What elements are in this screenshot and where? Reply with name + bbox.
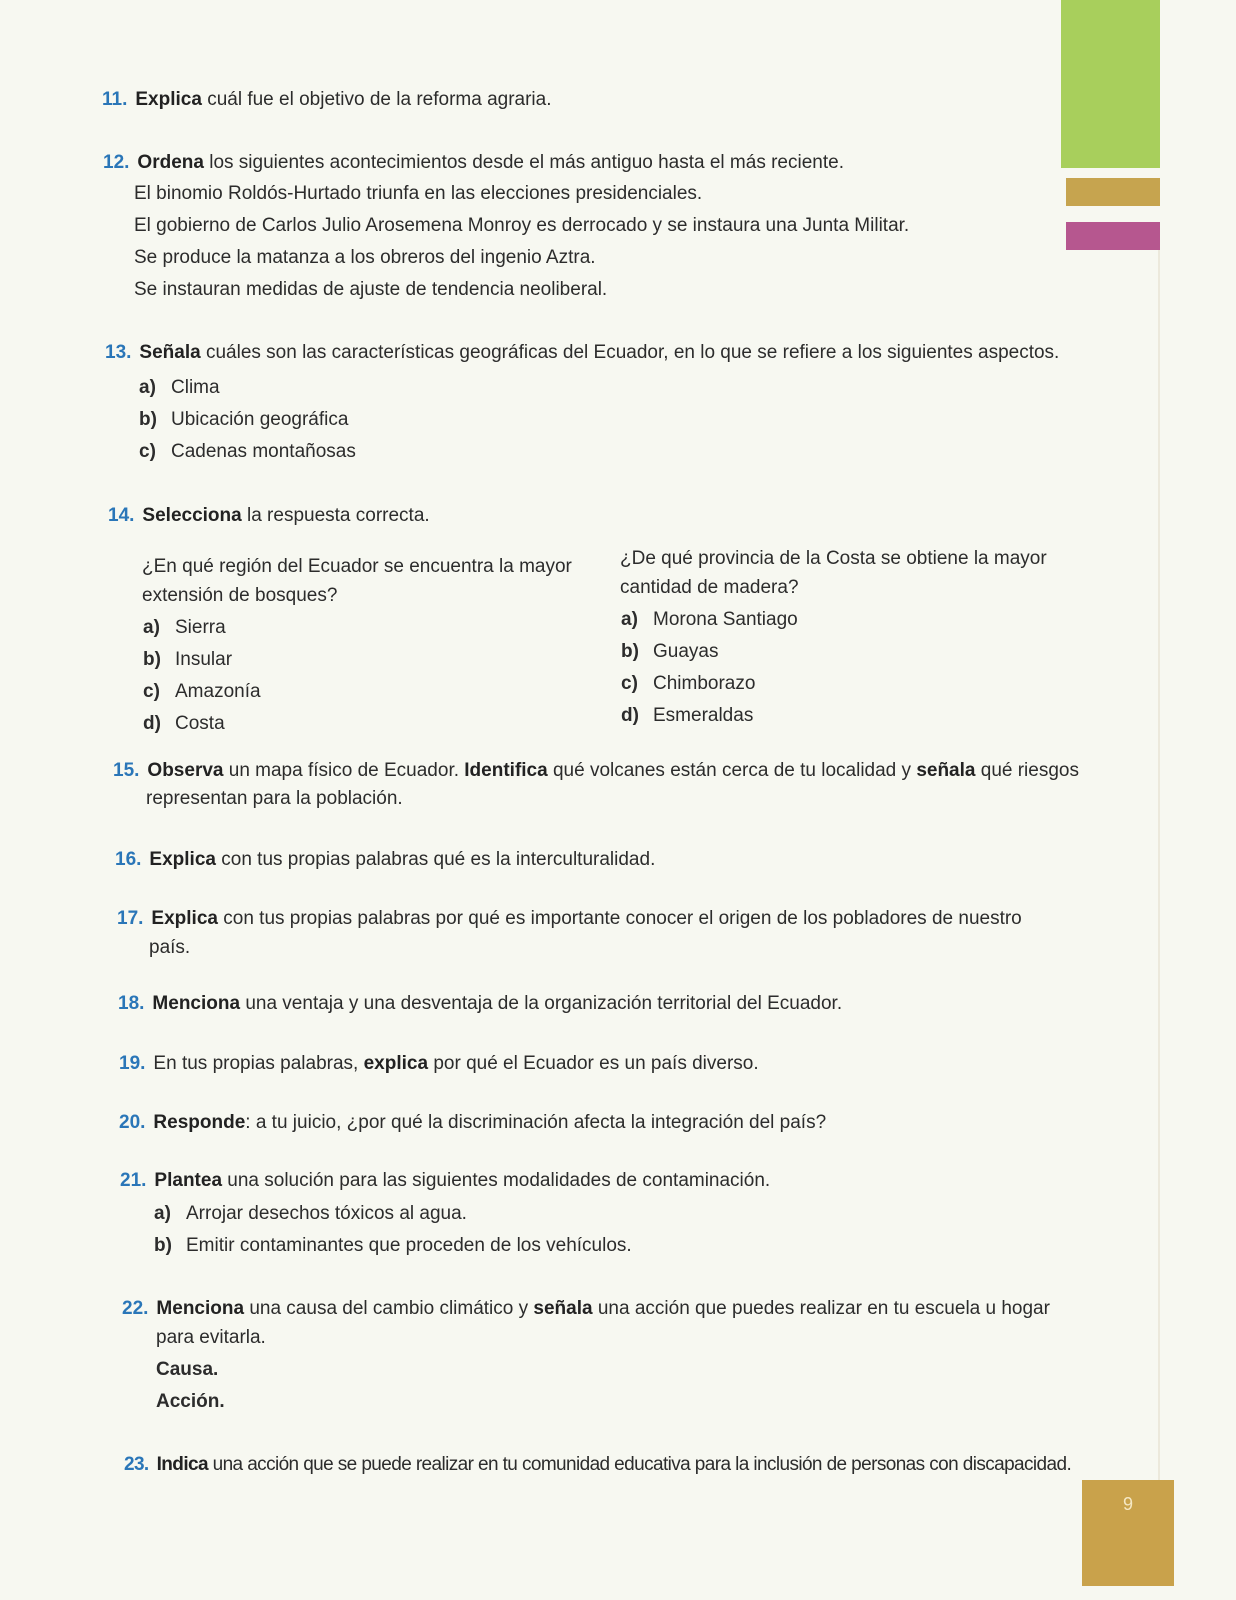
- question-18: [118, 990, 842, 1018]
- question-11: [102, 86, 552, 114]
- instruction-verb: Señala: [139, 342, 201, 363]
- event-item: El binomio Roldós-Hurtado triunfa en las elecciones presidenciales.: [134, 183, 703, 204]
- question-14: [108, 502, 430, 530]
- option-letter: b): [143, 649, 161, 670]
- option-text: Ubicación geográfica: [171, 409, 349, 430]
- instruction-verb: Ordena: [137, 152, 204, 173]
- question-13: [105, 339, 1059, 367]
- instruction-verb: Identifica: [464, 760, 548, 781]
- instruction-verb: Plantea: [154, 1170, 223, 1191]
- question-19: [119, 1050, 759, 1078]
- option-letter: d): [621, 705, 639, 726]
- option-letter: b): [621, 641, 639, 662]
- option-letter: a): [154, 1203, 171, 1224]
- option-text: Sierra: [175, 617, 226, 638]
- question-number: 13.: [105, 342, 132, 363]
- instruction-verb: Menciona: [156, 1298, 245, 1319]
- question-text: una acción que se puede realizar en tu comunidad educativa para la inclusión de personas con discapacidad.: [207, 1454, 1072, 1475]
- option-item: [621, 638, 718, 666]
- question-text: qué volcanes están cerca de tu localidad y: [547, 760, 917, 781]
- page-number: 9: [1122, 1494, 1133, 1514]
- sub-question-text: ¿En qué región del Ecuador se encuentra la mayor: [142, 556, 572, 577]
- option-item: [621, 606, 798, 634]
- instruction-verb: Explica: [151, 908, 218, 929]
- option-letter: c): [143, 681, 160, 702]
- question-text: una solución para las siguientes modalidades de contaminación.: [222, 1170, 771, 1191]
- option-text: Arrojar desechos tóxicos al agua.: [186, 1203, 467, 1224]
- question-17: [117, 905, 1022, 933]
- question-20: [119, 1109, 826, 1137]
- option-item: [139, 406, 348, 434]
- question-number: 20.: [119, 1112, 146, 1133]
- question-12: [103, 149, 844, 177]
- option-text: Morona Santiago: [653, 609, 798, 630]
- option-item: [154, 1200, 467, 1228]
- question-text: una ventaja y una desventaja de la organización territorial del Ecuador.: [240, 993, 843, 1014]
- option-item: [143, 646, 232, 674]
- option-text: Cadenas montañosas: [171, 441, 356, 462]
- option-text: Emitir contaminantes que proceden de los vehículos.: [186, 1235, 632, 1256]
- question-text: una acción que puedes realizar en tu escuela u hogar: [592, 1298, 1050, 1319]
- option-letter: c): [139, 441, 156, 462]
- question-text: cuál fue el objetivo de la reforma agraria.: [201, 89, 552, 110]
- cause-label: Causa.: [156, 1359, 219, 1380]
- option-letter: a): [139, 377, 156, 398]
- option-item: [139, 438, 356, 466]
- option-text: Clima: [171, 377, 220, 398]
- instruction-verb: señala: [916, 760, 976, 781]
- option-text: Esmeraldas: [653, 705, 754, 726]
- question-text: : a tu juicio, ¿por qué la discriminación afecta la integración del país?: [245, 1112, 827, 1133]
- option-letter: d): [143, 713, 161, 734]
- question-number: 16.: [115, 849, 142, 870]
- question-text-continuation: país.: [149, 937, 191, 958]
- question-23: [124, 1451, 1071, 1479]
- instruction-verb: Selecciona: [142, 505, 242, 526]
- instruction-verb: Explica: [149, 849, 216, 870]
- question-text: un mapa físico de Ecuador.: [223, 760, 465, 781]
- option-letter: c): [621, 673, 638, 694]
- option-item: [154, 1232, 632, 1260]
- instruction-verb: Observa: [147, 760, 224, 781]
- question-number: 17.: [117, 908, 144, 929]
- question-number: 23.: [124, 1454, 149, 1475]
- question-15: [113, 757, 1079, 785]
- option-letter: b): [139, 409, 157, 430]
- question-number: 14.: [108, 505, 135, 526]
- option-text: Guayas: [653, 641, 719, 662]
- question-21: [120, 1167, 770, 1195]
- question-number: 11.: [102, 89, 128, 110]
- question-16: [115, 846, 655, 874]
- question-text: los siguientes acontecimientos desde el más antiguo hasta el más reciente.: [203, 152, 844, 173]
- question-number: 19.: [119, 1053, 146, 1074]
- option-letter: a): [621, 609, 638, 630]
- question-text: qué riesgos: [975, 760, 1079, 781]
- question-22: [122, 1295, 1050, 1323]
- instruction-verb: Menciona: [152, 993, 241, 1014]
- instruction-verb: Indica: [156, 1454, 208, 1475]
- option-item: [621, 702, 753, 730]
- instruction-verb: Explica: [135, 89, 202, 110]
- option-text: Amazonía: [175, 681, 261, 702]
- question-text-continuation: para evitarla.: [156, 1327, 266, 1348]
- option-text: Chimborazo: [653, 673, 756, 694]
- event-item: Se instauran medidas de ajuste de tendencia neoliberal.: [134, 279, 608, 300]
- option-text: Insular: [175, 649, 233, 670]
- option-item: [143, 678, 261, 706]
- event-item: El gobierno de Carlos Julio Arosemena Monroy es derrocado y se instaura una Junta Militar.: [134, 215, 910, 236]
- question-number: 18.: [118, 993, 145, 1014]
- option-text: Costa: [175, 713, 225, 734]
- question-text: una causa del cambio climático y: [244, 1298, 534, 1319]
- question-text: con tus propias palabras por qué es importante conocer el origen de los pobladores de nuestro: [217, 908, 1022, 929]
- question-number: 22.: [122, 1298, 149, 1319]
- sub-question-text: cantidad de madera?: [620, 577, 799, 598]
- instruction-verb: Responde: [153, 1112, 246, 1133]
- question-text: En tus propias palabras,: [153, 1053, 364, 1074]
- event-item: Se produce la matanza a los obreros del ingenio Aztra.: [134, 247, 596, 268]
- option-item: [143, 710, 225, 738]
- option-item: [143, 614, 226, 642]
- instruction-verb: explica: [363, 1053, 429, 1074]
- question-number: 12.: [103, 152, 130, 173]
- question-number: 15.: [113, 760, 140, 781]
- sub-question-text: extensión de bosques?: [142, 585, 338, 606]
- action-label: Acción.: [156, 1391, 225, 1412]
- question-text: la respuesta correcta.: [241, 505, 430, 526]
- question-text-continuation: representan para la población.: [146, 788, 403, 809]
- option-letter: b): [154, 1235, 172, 1256]
- question-number: 21.: [120, 1170, 147, 1191]
- instruction-verb: señala: [533, 1298, 593, 1319]
- option-item: [621, 670, 755, 698]
- question-text: por qué el Ecuador es un país diverso.: [428, 1053, 759, 1074]
- sub-question-text: ¿De qué provincia de la Costa se obtiene la mayor: [620, 548, 1047, 569]
- option-item: [139, 374, 220, 402]
- question-text: con tus propias palabras qué es la interculturalidad.: [215, 849, 656, 870]
- question-text: cuáles son las características geográficas del Ecuador, en lo que se refiere a los siguientes aspectos.: [200, 342, 1060, 363]
- option-letter: a): [143, 617, 160, 638]
